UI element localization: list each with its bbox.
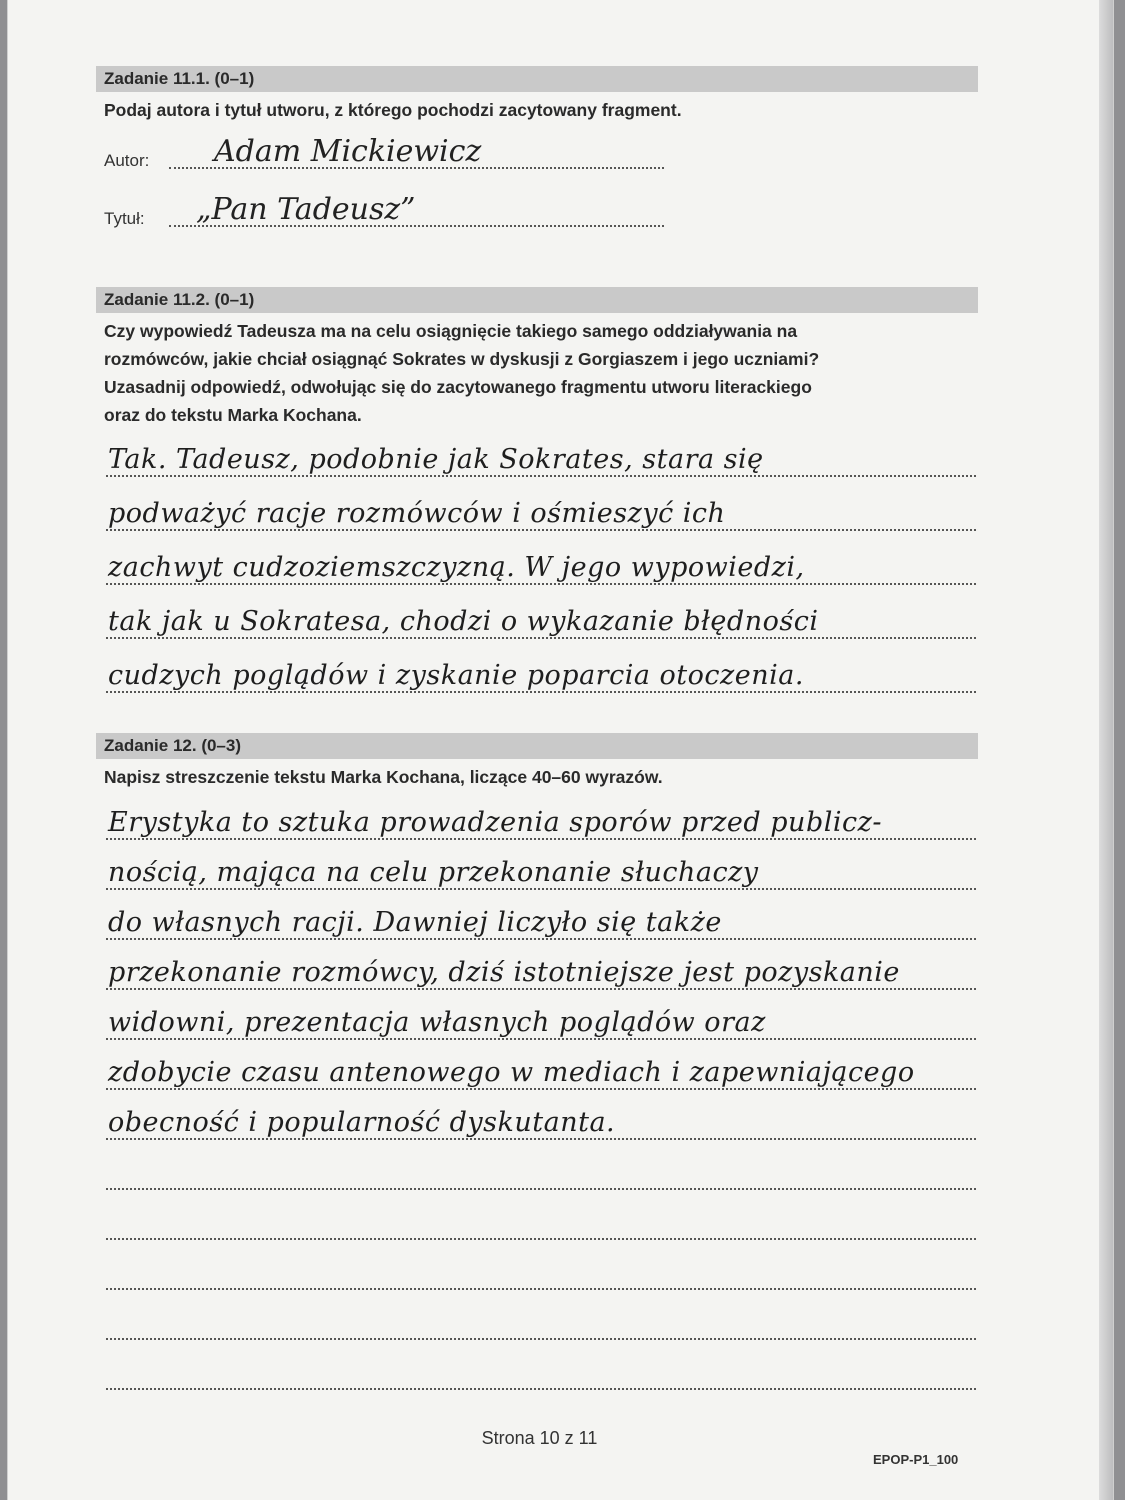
answer-line (106, 790, 976, 840)
answer-line (106, 940, 976, 990)
task-11-2-question (96, 317, 978, 429)
sheet-edge (1099, 0, 1113, 1500)
answer-line (106, 890, 976, 940)
answer-line (106, 585, 976, 639)
question-line: rozmówców, jakie chciał osiągnąć Sokrates w dyskusji z Gorgiaszem i jego uczniami? (104, 349, 820, 369)
author-answer: Adam Mickiewicz (214, 134, 482, 169)
author-label: Autor: (104, 151, 150, 170)
answer-line (106, 1340, 976, 1390)
answer-line (106, 1140, 976, 1190)
question-line: Czy wypowiedź Tadeusza ma na celu osiągnięcie takiego samego oddziaływania na (104, 321, 798, 341)
exam-code: EPOP-P1_100 (873, 1452, 959, 1467)
answer-text: cudzych poglądów i zyskanie poparcia otoczenia. (108, 660, 804, 691)
answer-text: nością, mająca na celu przekonanie słuchaczy (108, 857, 759, 888)
task-11-1-header: Zadanie 11.1. (0–1) (96, 66, 978, 92)
answer-text: zachwyt cudzoziemszczyzną. W jego wypowiedzi, (108, 552, 805, 583)
answer-text: do własnych racji. Dawniej liczyło się także (108, 907, 722, 938)
answer-line (106, 639, 976, 693)
question-line: oraz do tekstu Marka Kochana. (104, 405, 362, 425)
exam-sheet (8, 0, 1113, 1500)
answer-text: obecność i popularność dyskutanta. (108, 1107, 616, 1138)
answer-line (106, 1290, 976, 1340)
answer-line (106, 1090, 976, 1140)
answer-text: tak jak u Sokratesa, chodzi o wykazanie błędności (108, 606, 819, 637)
answer-line (106, 1240, 976, 1290)
answer-text: przekonanie rozmówcy, dziś istotniejsze jest pozyskanie (108, 957, 900, 988)
answer-text: Erystyka to sztuka prowadzenia sporów przed publicz- (108, 807, 882, 838)
question-line: Uzasadnij odpowiedź, odwołując się do zacytowanego fragmentu utworu literackiego (104, 377, 812, 397)
author-field (104, 125, 664, 175)
title-field (104, 183, 664, 233)
task-11-1 (96, 66, 978, 124)
task-12 (96, 733, 978, 791)
answer-line (106, 423, 976, 477)
title-label: Tytuł: (104, 209, 145, 228)
title-answer: „Pan Tadeusz” (196, 192, 416, 227)
answer-text: Tak. Tadeusz, podobnie jak Sokrates, stara się (108, 444, 764, 475)
answer-text: zdobycie czasu antenowego w mediach i zapewniającego (108, 1057, 915, 1088)
task-11-1-question: Podaj autora i tytuł utworu, z którego pochodzi zacytowany fragment. (104, 100, 682, 120)
answer-line (106, 531, 976, 585)
answer-line (106, 1040, 976, 1090)
answer-line (106, 990, 976, 1040)
task-12-question: Napisz streszczenie tekstu Marka Kochana, liczące 40–60 wyrazów. (104, 767, 663, 787)
task-12-header: Zadanie 12. (0–3) (96, 733, 978, 759)
task-12-answer (106, 790, 976, 1390)
task-11-2-answer (106, 423, 976, 693)
answer-text: podważyć racje rozmówców i ośmieszyć ich (108, 498, 726, 529)
answer-line (106, 1190, 976, 1240)
task-11-2 (96, 287, 978, 429)
task-11-2-header: Zadanie 11.2. (0–1) (96, 287, 978, 313)
answer-text: widowni, prezentacja własnych poglądów oraz (108, 1007, 766, 1038)
answer-line (106, 477, 976, 531)
answer-line (106, 840, 976, 890)
page-number: Strona 10 z 11 (481, 1428, 598, 1448)
